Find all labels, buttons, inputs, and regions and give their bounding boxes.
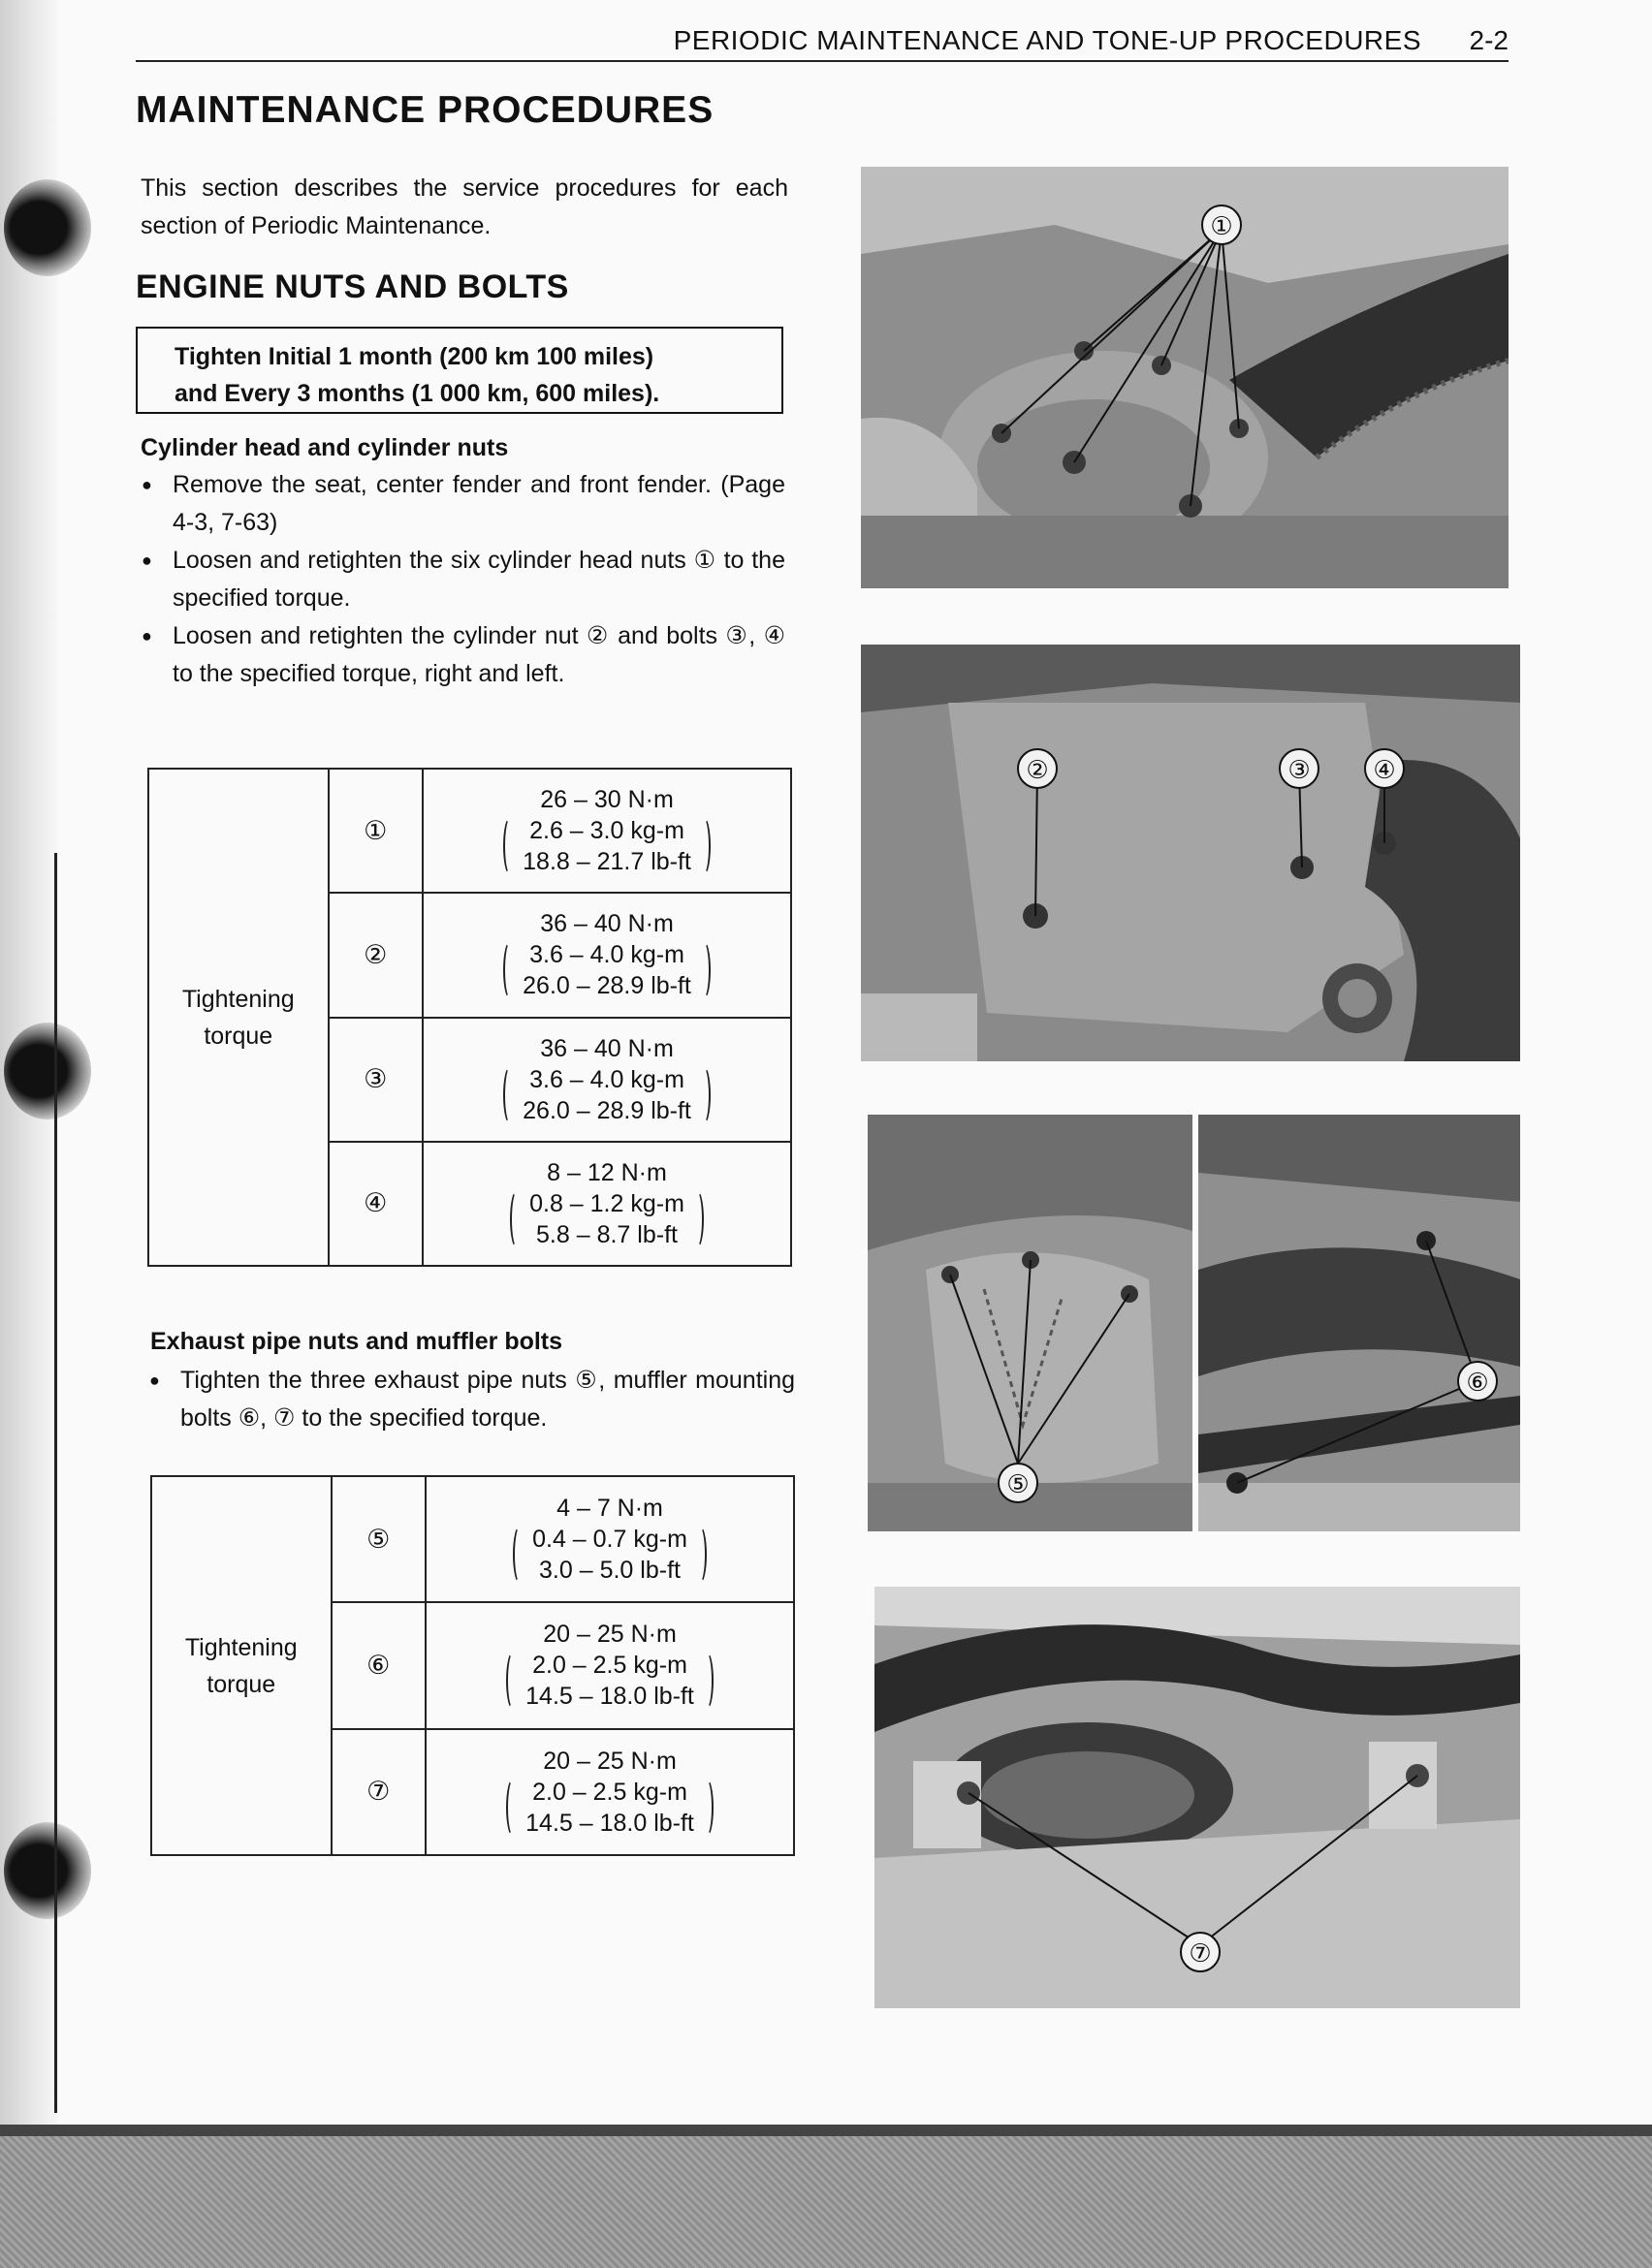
list-item: ● Loosen and retighten the cylinder nut ② and bolts ③, ④ to the specified torque, right and left. bbox=[138, 617, 785, 693]
torque-kgm: 2.6 – 3.0 kg-m bbox=[529, 817, 684, 845]
page-title: MAINTENANCE PROCEDURES bbox=[136, 89, 715, 131]
exhaust-torque-table bbox=[150, 1475, 795, 1856]
torque-lbft: 26.0 – 28.9 lb-ft bbox=[523, 972, 691, 1000]
torque-nm: 36 – 40 N·m bbox=[540, 910, 674, 938]
torque-value bbox=[426, 1476, 794, 1602]
torque-kgm: 2.0 – 2.5 kg-m bbox=[532, 1652, 687, 1680]
torque-lbft: 5.8 – 8.7 lb-ft bbox=[536, 1220, 678, 1248]
callout-1: ① bbox=[1210, 212, 1233, 241]
schedule-box bbox=[136, 327, 783, 414]
callout-5: ⑤ bbox=[1006, 1470, 1030, 1499]
torque-lbft: 26.0 – 28.9 lb-ft bbox=[523, 1096, 691, 1124]
torque-kgm: 3.6 – 4.0 kg-m bbox=[529, 941, 684, 969]
exhaust-instructions bbox=[145, 1362, 795, 1437]
section-title: ENGINE NUTS AND BOLTS bbox=[136, 268, 569, 305]
part-number: ① bbox=[329, 769, 424, 893]
torque-value bbox=[423, 769, 791, 893]
torque-value bbox=[423, 893, 791, 1017]
table-row bbox=[151, 1476, 794, 1602]
torque-label-cell bbox=[151, 1476, 332, 1855]
cylinder-instructions bbox=[138, 466, 785, 693]
torque-nm: 20 – 25 N·m bbox=[543, 1747, 677, 1775]
torque-nm: 26 – 30 N·m bbox=[540, 786, 674, 814]
torque-kgm: 0.4 – 0.7 kg-m bbox=[532, 1526, 687, 1554]
torque-label: torque bbox=[204, 1022, 273, 1050]
running-header bbox=[136, 17, 1509, 62]
torque-value bbox=[423, 1018, 791, 1142]
part-number: ⑥ bbox=[332, 1602, 427, 1728]
torque-lbft: 3.0 – 5.0 lb-ft bbox=[539, 1557, 681, 1585]
torque-value bbox=[423, 1142, 791, 1266]
binder-hole bbox=[4, 179, 91, 276]
torque-label: torque bbox=[206, 1670, 276, 1698]
torque-lbft: 14.5 – 18.0 lb-ft bbox=[525, 1683, 694, 1711]
part-number: ⑤ bbox=[332, 1476, 427, 1602]
list-item: ● Loosen and retighten the six cylinder head nuts ① to the specified torque. bbox=[138, 542, 785, 617]
torque-label-cell bbox=[148, 769, 329, 1266]
list-item: ● Remove the seat, center fender and front fender. (Page 4-3, 7-63) bbox=[138, 466, 785, 542]
torque-lbft: 18.8 – 21.7 lb-ft bbox=[523, 848, 691, 876]
torque-nm: 36 – 40 N·m bbox=[540, 1034, 674, 1062]
photo-cylinder-head bbox=[861, 167, 1509, 588]
torque-nm: 4 – 7 N·m bbox=[556, 1495, 663, 1523]
cylinder-subheading: Cylinder head and cylinder nuts bbox=[141, 434, 509, 461]
torque-kgm: 0.8 – 1.2 kg-m bbox=[529, 1189, 684, 1217]
torque-label: Tightening bbox=[184, 1633, 298, 1661]
list-item: ● Tighten the three exhaust pipe nuts ⑤, muffler mounting bolts ⑥, ⑦ to the specified torque. bbox=[145, 1362, 795, 1437]
callout-3: ③ bbox=[1287, 756, 1311, 785]
callout-7: ⑦ bbox=[1189, 1939, 1212, 1969]
part-number: ② bbox=[329, 893, 424, 1017]
photo-muffler-mount bbox=[1198, 1115, 1520, 1531]
cylinder-torque-table bbox=[147, 768, 792, 1267]
intro-paragraph: This section describes the service procedures for each section of Periodic Maintenance. bbox=[141, 174, 788, 239]
schedule-line: Tighten Initial 1 month (200 km 100 miles) bbox=[175, 343, 654, 370]
photo-cylinder-nut-bolts bbox=[861, 645, 1520, 1061]
page-number: 2-2 bbox=[1469, 25, 1509, 55]
part-number: ⑦ bbox=[332, 1729, 427, 1855]
callout-2: ② bbox=[1026, 756, 1049, 785]
binder-hole bbox=[4, 1023, 91, 1119]
callout-4: ④ bbox=[1373, 756, 1396, 785]
exhaust-subheading: Exhaust pipe nuts and muffler bolts bbox=[150, 1328, 563, 1355]
callout-6: ⑥ bbox=[1466, 1369, 1489, 1398]
torque-kgm: 2.0 – 2.5 kg-m bbox=[532, 1778, 687, 1806]
header-title: PERIODIC MAINTENANCE AND TONE-UP PROCEDURES bbox=[673, 25, 1421, 55]
binder-line bbox=[54, 853, 57, 2113]
torque-value bbox=[426, 1729, 794, 1855]
photo-exhaust-pipe-nuts bbox=[868, 1115, 1192, 1531]
torque-kgm: 3.6 – 4.0 kg-m bbox=[529, 1065, 684, 1093]
schedule-line: and Every 3 months (1 000 km, 600 miles). bbox=[175, 380, 660, 407]
torque-nm: 8 – 12 N·m bbox=[547, 1158, 667, 1186]
photo-muffler-bolts bbox=[874, 1587, 1520, 2008]
part-number: ③ bbox=[329, 1018, 424, 1142]
torque-value bbox=[426, 1602, 794, 1728]
scanner-bed bbox=[0, 2125, 1652, 2268]
part-number: ④ bbox=[329, 1142, 424, 1266]
torque-label: Tightening bbox=[181, 985, 295, 1013]
table-row bbox=[148, 769, 791, 893]
binder-hole bbox=[4, 1822, 91, 1919]
torque-lbft: 14.5 – 18.0 lb-ft bbox=[525, 1809, 694, 1837]
torque-nm: 20 – 25 N·m bbox=[543, 1621, 677, 1649]
